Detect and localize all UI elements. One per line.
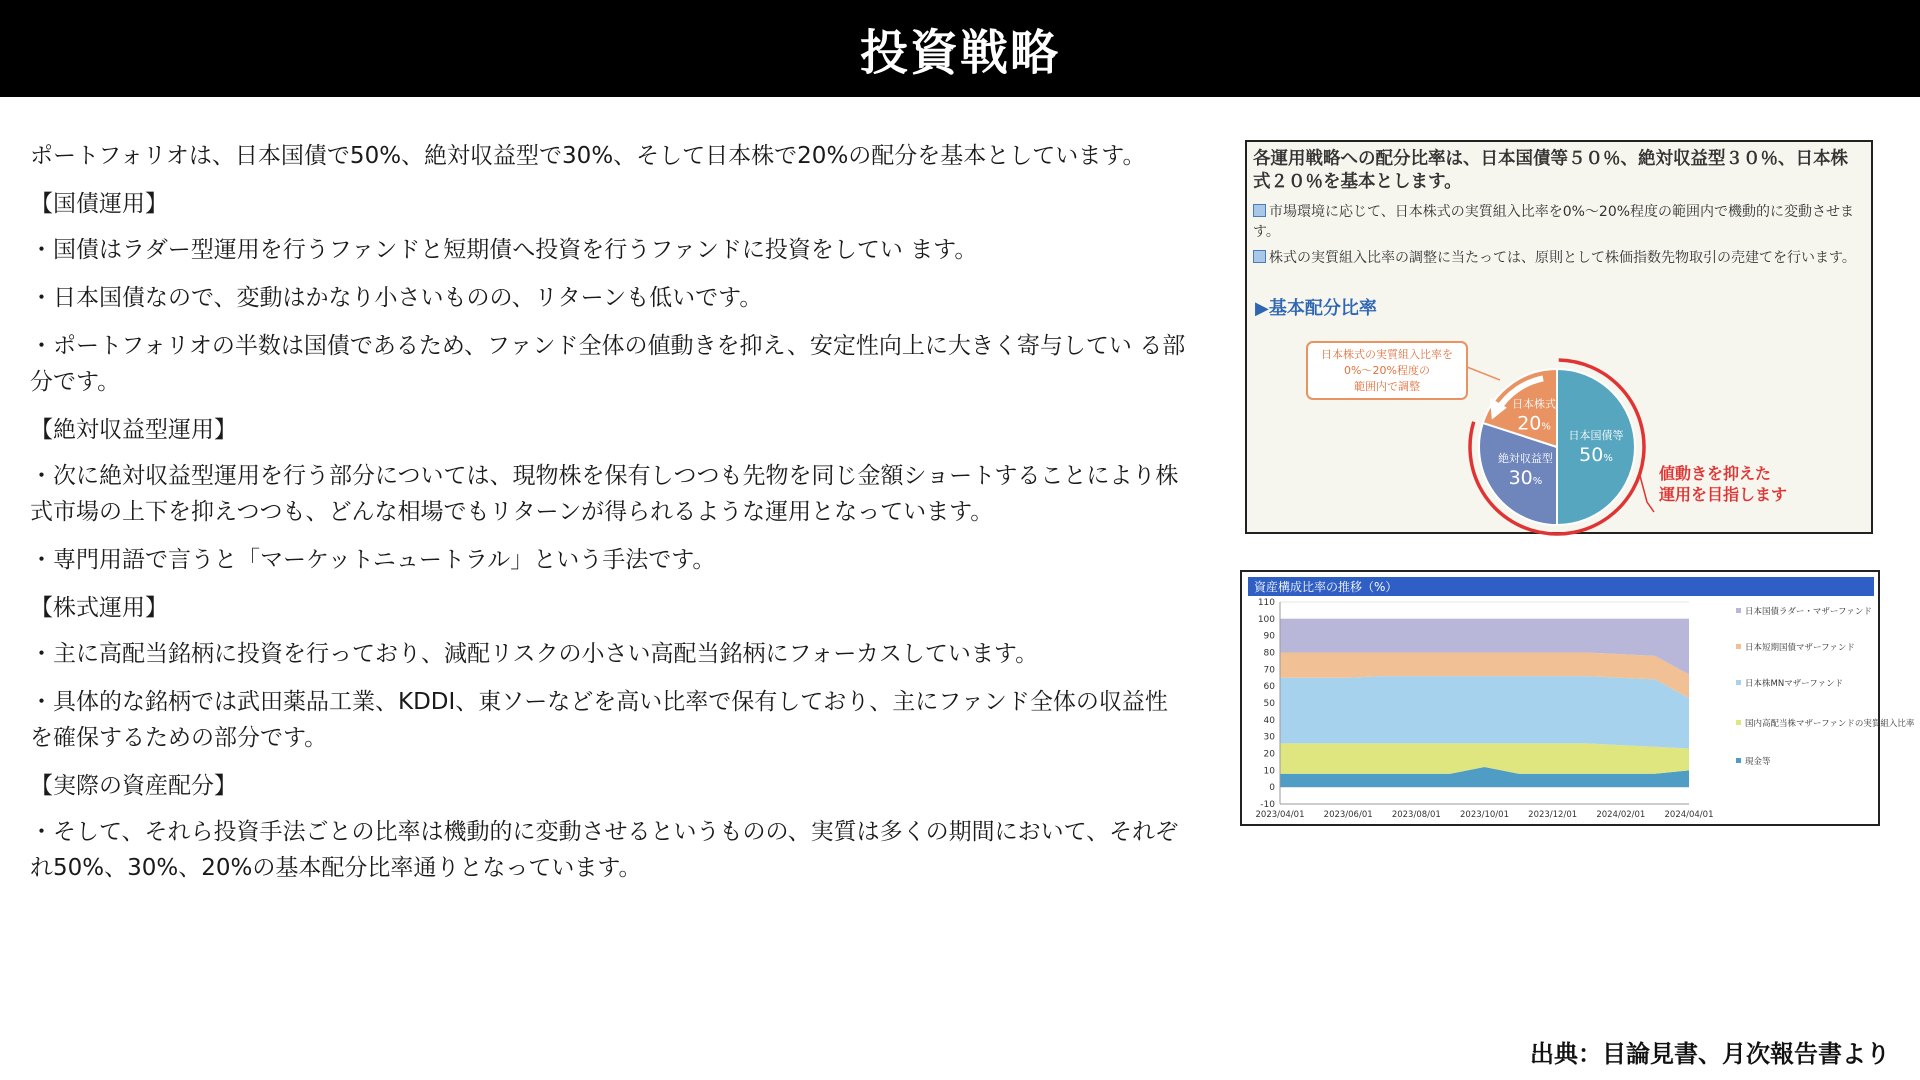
x-tick-label: 2023/04/01 <box>1255 810 1305 820</box>
legend-swatch <box>1736 720 1741 725</box>
allocation-bullet-2-text: 株式の実質組入比率の調整に当たっては、原則として株価指数先物取引の売建てを行います。 <box>1269 250 1856 266</box>
area-series <box>1280 676 1689 748</box>
source-note: 出典：目論見書、月次報告書より <box>1530 1040 1890 1068</box>
x-tick-label: 2023/12/01 <box>1528 810 1578 820</box>
x-tick-label: 2023/06/01 <box>1323 810 1373 820</box>
actual-allocation-paragraph: ・そして、それら投資手法ごとの比率は機動的に変動させるというものの、実質は多くの期間において、それぞれ50%、30%、20%の基本配分比率通りとなっています。 <box>30 819 1179 881</box>
absolute-return-paragraph-2: ・専門用語で言うと「マーケットニュートラル」という手法です。 <box>30 547 716 573</box>
composition-figure <box>1240 570 1915 826</box>
note-text: 運用を目指します <box>1659 485 1788 504</box>
basic-allocation-subtitle: ▶基本配分比率 <box>1255 298 1377 319</box>
legend-label: 日本株MNマザーファンド <box>1745 679 1844 689</box>
chart-title: 資産構成比率の推移（%） <box>1254 580 1398 594</box>
y-tick-label: 20 <box>1263 749 1275 760</box>
intro-paragraph: ポートフォリオは、日本国債で50%、絶対収益型で30%、そして日本株で20%の配分を基本としています。 <box>30 143 1146 169</box>
y-tick-label: 80 <box>1263 648 1275 659</box>
composition-area-chart <box>1242 572 1915 828</box>
legend-label: 国内高配当株マザーファンドの実質組入比率 <box>1745 719 1915 729</box>
y-tick-label: 60 <box>1263 682 1275 693</box>
pie-slice-label: 日本国債等 <box>1568 429 1624 442</box>
pie-slice-value: 20% <box>1517 412 1551 435</box>
callout-text: 0%～20%程度の <box>1344 364 1430 377</box>
y-tick-label: 30 <box>1263 732 1275 743</box>
x-tick-label: 2023/08/01 <box>1391 810 1441 820</box>
section-heading-equity: 【株式運用】 <box>30 595 168 621</box>
y-tick-label: 10 <box>1263 766 1275 777</box>
section-heading-actual-allocation: 【実際の資産配分】 <box>30 773 237 799</box>
legend-swatch <box>1736 758 1741 763</box>
note-leader <box>1639 472 1654 512</box>
section-heading-bonds: 【国債運用】 <box>30 191 168 217</box>
callout-text: 日本株式の実質組入比率を <box>1321 348 1453 361</box>
allocation-bullet-1-text: 市場環境に応じて、日本株式の実質組入比率を0%～20%程度の範囲内で機動的に変動させます。 <box>1253 204 1855 240</box>
note-text: 値動きを抑えた <box>1659 464 1772 483</box>
title-bar <box>0 0 1920 97</box>
allocation-figure-title: 各運用戦略への配分比率は、日本国債等５０％、絶対収益型３０％、日本株式２０％を基本とします。 <box>1253 149 1848 192</box>
equity-paragraph-2: ・具体的な銘柄では武田薬品工業、KDDI、東ソーなどを高い比率で保有しており、主にファンド全体の収益性を確保するための部分です。 <box>30 689 1168 751</box>
y-tick-label: 0 <box>1269 783 1275 794</box>
allocation-figure <box>1245 140 1873 534</box>
absolute-return-paragraph-1: ・次に絶対収益型運用を行う部分については、現物株を保有しつつも先物を同じ金額ショートすることにより株式市場の上下を抑えつつも、どんな相場でもリターンが得られるような運用となっています。 <box>30 463 1179 525</box>
allocation-pie-chart <box>1247 142 1875 536</box>
legend-swatch <box>1736 644 1741 649</box>
y-tick-label: 50 <box>1263 699 1275 709</box>
y-tick-label: 110 <box>1257 598 1275 608</box>
x-tick-label: 2024/02/01 <box>1596 810 1646 820</box>
legend-swatch <box>1736 608 1741 613</box>
y-tick-label: 70 <box>1263 665 1275 676</box>
callout-leader <box>1467 367 1500 380</box>
page-title: 投資戦略 <box>859 25 1060 81</box>
legend-label: 日本短期国債マザーファンド <box>1745 643 1855 653</box>
pie-slice-label: 絶対収益型 <box>1497 451 1553 465</box>
x-tick-label: 2024/04/01 <box>1664 810 1714 820</box>
x-tick-label: 2023/10/01 <box>1460 810 1509 820</box>
section-heading-absolute-return: 【絶対収益型運用】 <box>30 417 237 443</box>
pie-slice-value: 30% <box>1508 466 1543 489</box>
main-text <box>30 138 1190 898</box>
pie-slice-value: 50% <box>1579 444 1613 466</box>
callout-text: 範囲内で調整 <box>1354 380 1420 393</box>
y-tick-label: 100 <box>1257 614 1275 625</box>
bonds-paragraph-3: ・ポートフォリオの半数は国債であるため、ファンド全体の値動きを抑え、安定性向上に大きく寄与してい る部分です。 <box>30 333 1186 395</box>
y-tick-label: -10 <box>1260 800 1275 810</box>
y-tick-label: 90 <box>1263 631 1275 642</box>
pie-slice-label: 日本株式 <box>1512 397 1557 411</box>
legend-swatch <box>1736 680 1741 685</box>
equity-paragraph-1: ・主に高配当銘柄に投資を行っており、減配リスクの小さい高配当銘柄にフォーカスしています。 <box>30 641 1039 667</box>
bonds-paragraph-2: ・日本国債なので、変動はかなり小さいものの、リターンも低いです。 <box>30 285 763 311</box>
legend-label: 日本国債ラダー・マザーファンド <box>1745 607 1872 617</box>
legend-label: 現金等 <box>1745 757 1771 767</box>
y-tick-label: 40 <box>1263 715 1275 726</box>
bonds-paragraph-1: ・国債はラダー型運用を行うファンドと短期債へ投資を行うファンドに投資をしてい ます。 <box>30 237 978 263</box>
